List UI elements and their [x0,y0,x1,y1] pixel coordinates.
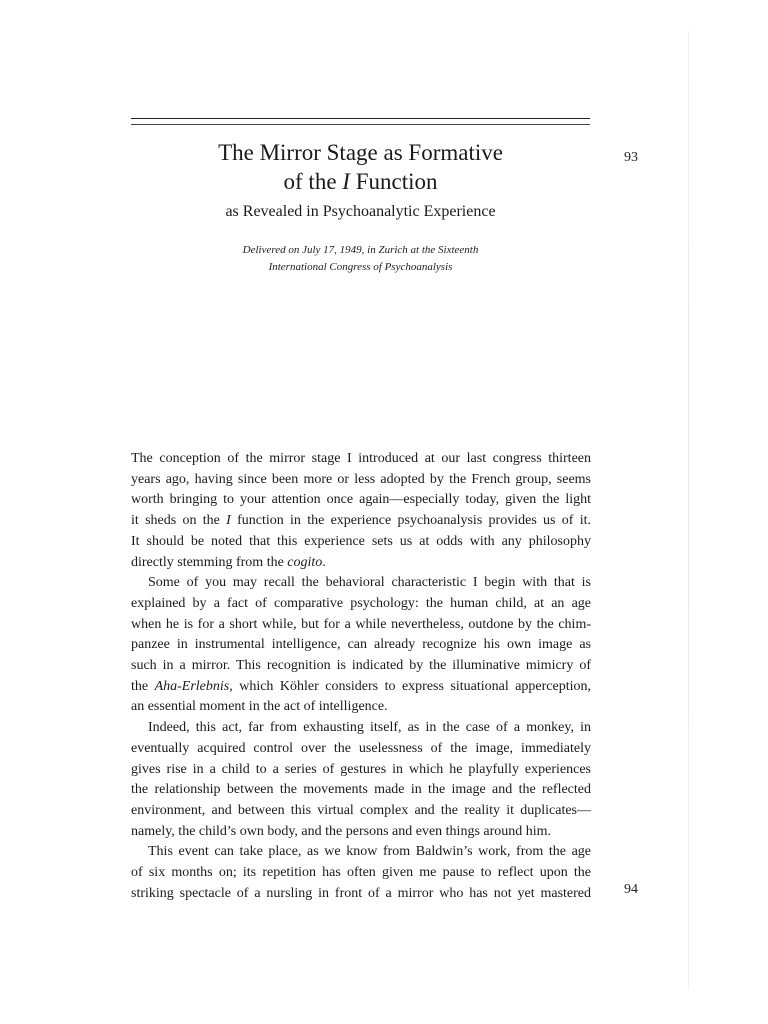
text-line: panzee in instrumental intelligence, can already recognize his own image as [131,637,591,653]
text-line: such in a mirror. This recognition is indicated by the illuminative mimicry of [131,658,591,674]
text-line: namely, the child’s own body, and the persons and even things around him. [131,823,552,839]
text-line: gives rise in a child to a series of gestures in which he playfully experiences [131,761,591,777]
text-line: Indeed, this act, far from exhausting itself, as in the case of a monkey, in [148,720,591,736]
text-line: an essential moment in the act of intelligence. [131,699,388,715]
chapter-subtitle: as Revealed in Psychoanalytic Experience [225,203,496,220]
paragraph-1 [131,449,591,573]
text-line: It should be noted that this experience sets us at odds with any philosophy [131,533,591,549]
text-line: eventually acquired control over the uselessness of the image, immediately [131,740,591,756]
text-line: explained by a fact of comparative psychology: the human child, at an age [131,595,591,611]
text-line: when he is for a short while, but for a while nevertheless, outdone by the chim- [131,616,591,632]
page-number-top: 93 [624,150,638,165]
delivery-note-line1: Delivered on July 17, 1949, in Zurich at the Sixteenth [242,244,479,256]
body-text [131,449,591,904]
paragraph-4 [131,842,591,904]
text-line: the relationship between the movements made in the image and the reflected [131,782,591,798]
delivery-note [131,242,590,276]
text-line: of six months on; its repetition has often given me pause to reflect upon the [131,865,591,881]
header-rule [131,118,590,119]
text-run: . [322,554,326,570]
text-line: striking spectacle of a nursling in front of a mirror who has not yet mastered [131,885,591,901]
text-run: function in the experience psychoanalysis provides us of it. [230,513,592,529]
title-text-pre: of the [283,169,343,194]
chapter-title-line2 [131,167,590,197]
text-run: it sheds on the [131,513,227,529]
text-line: Some of you may recall the behavioral characteristic I begin with that is [148,575,591,591]
title-text-italic: I [342,169,350,194]
title-text-post: Function [349,169,438,194]
paragraph-2 [131,573,591,718]
page-edge-shadow [688,30,689,990]
italic-term: Aha-Erlebnis [154,678,230,694]
text-line: years ago, having since been more or less adopted by the French group, seems [131,471,591,487]
chapter-title-line1: The Mirror Stage as Formative [218,140,503,165]
text-line: This event can take place, as we know from Baldwin’s work, from the age [148,844,591,860]
text-line [131,553,591,574]
text-line [131,677,591,698]
paragraph-3 [131,718,591,842]
italic-term: cogito [287,554,323,570]
text-line [131,511,591,532]
text-line: The conception of the mirror stage I introduced at our last congress thirteen [131,451,591,466]
text-run: , which Köhler considers to express situational apperception, [229,678,591,694]
text-run: the [131,678,155,694]
text-line: environment, and between this virtual complex and the reality it duplicates— [131,802,591,818]
delivery-note-line2: International Congress of Psychoanalysis [268,261,453,273]
text-run: directly stemming from the [131,554,288,570]
text-line: worth bringing to your attention once again—especially today, given the light [131,492,591,508]
italic-term: I [226,513,231,529]
header-rule-thin [131,124,590,125]
page-number-bottom: 94 [624,882,638,897]
